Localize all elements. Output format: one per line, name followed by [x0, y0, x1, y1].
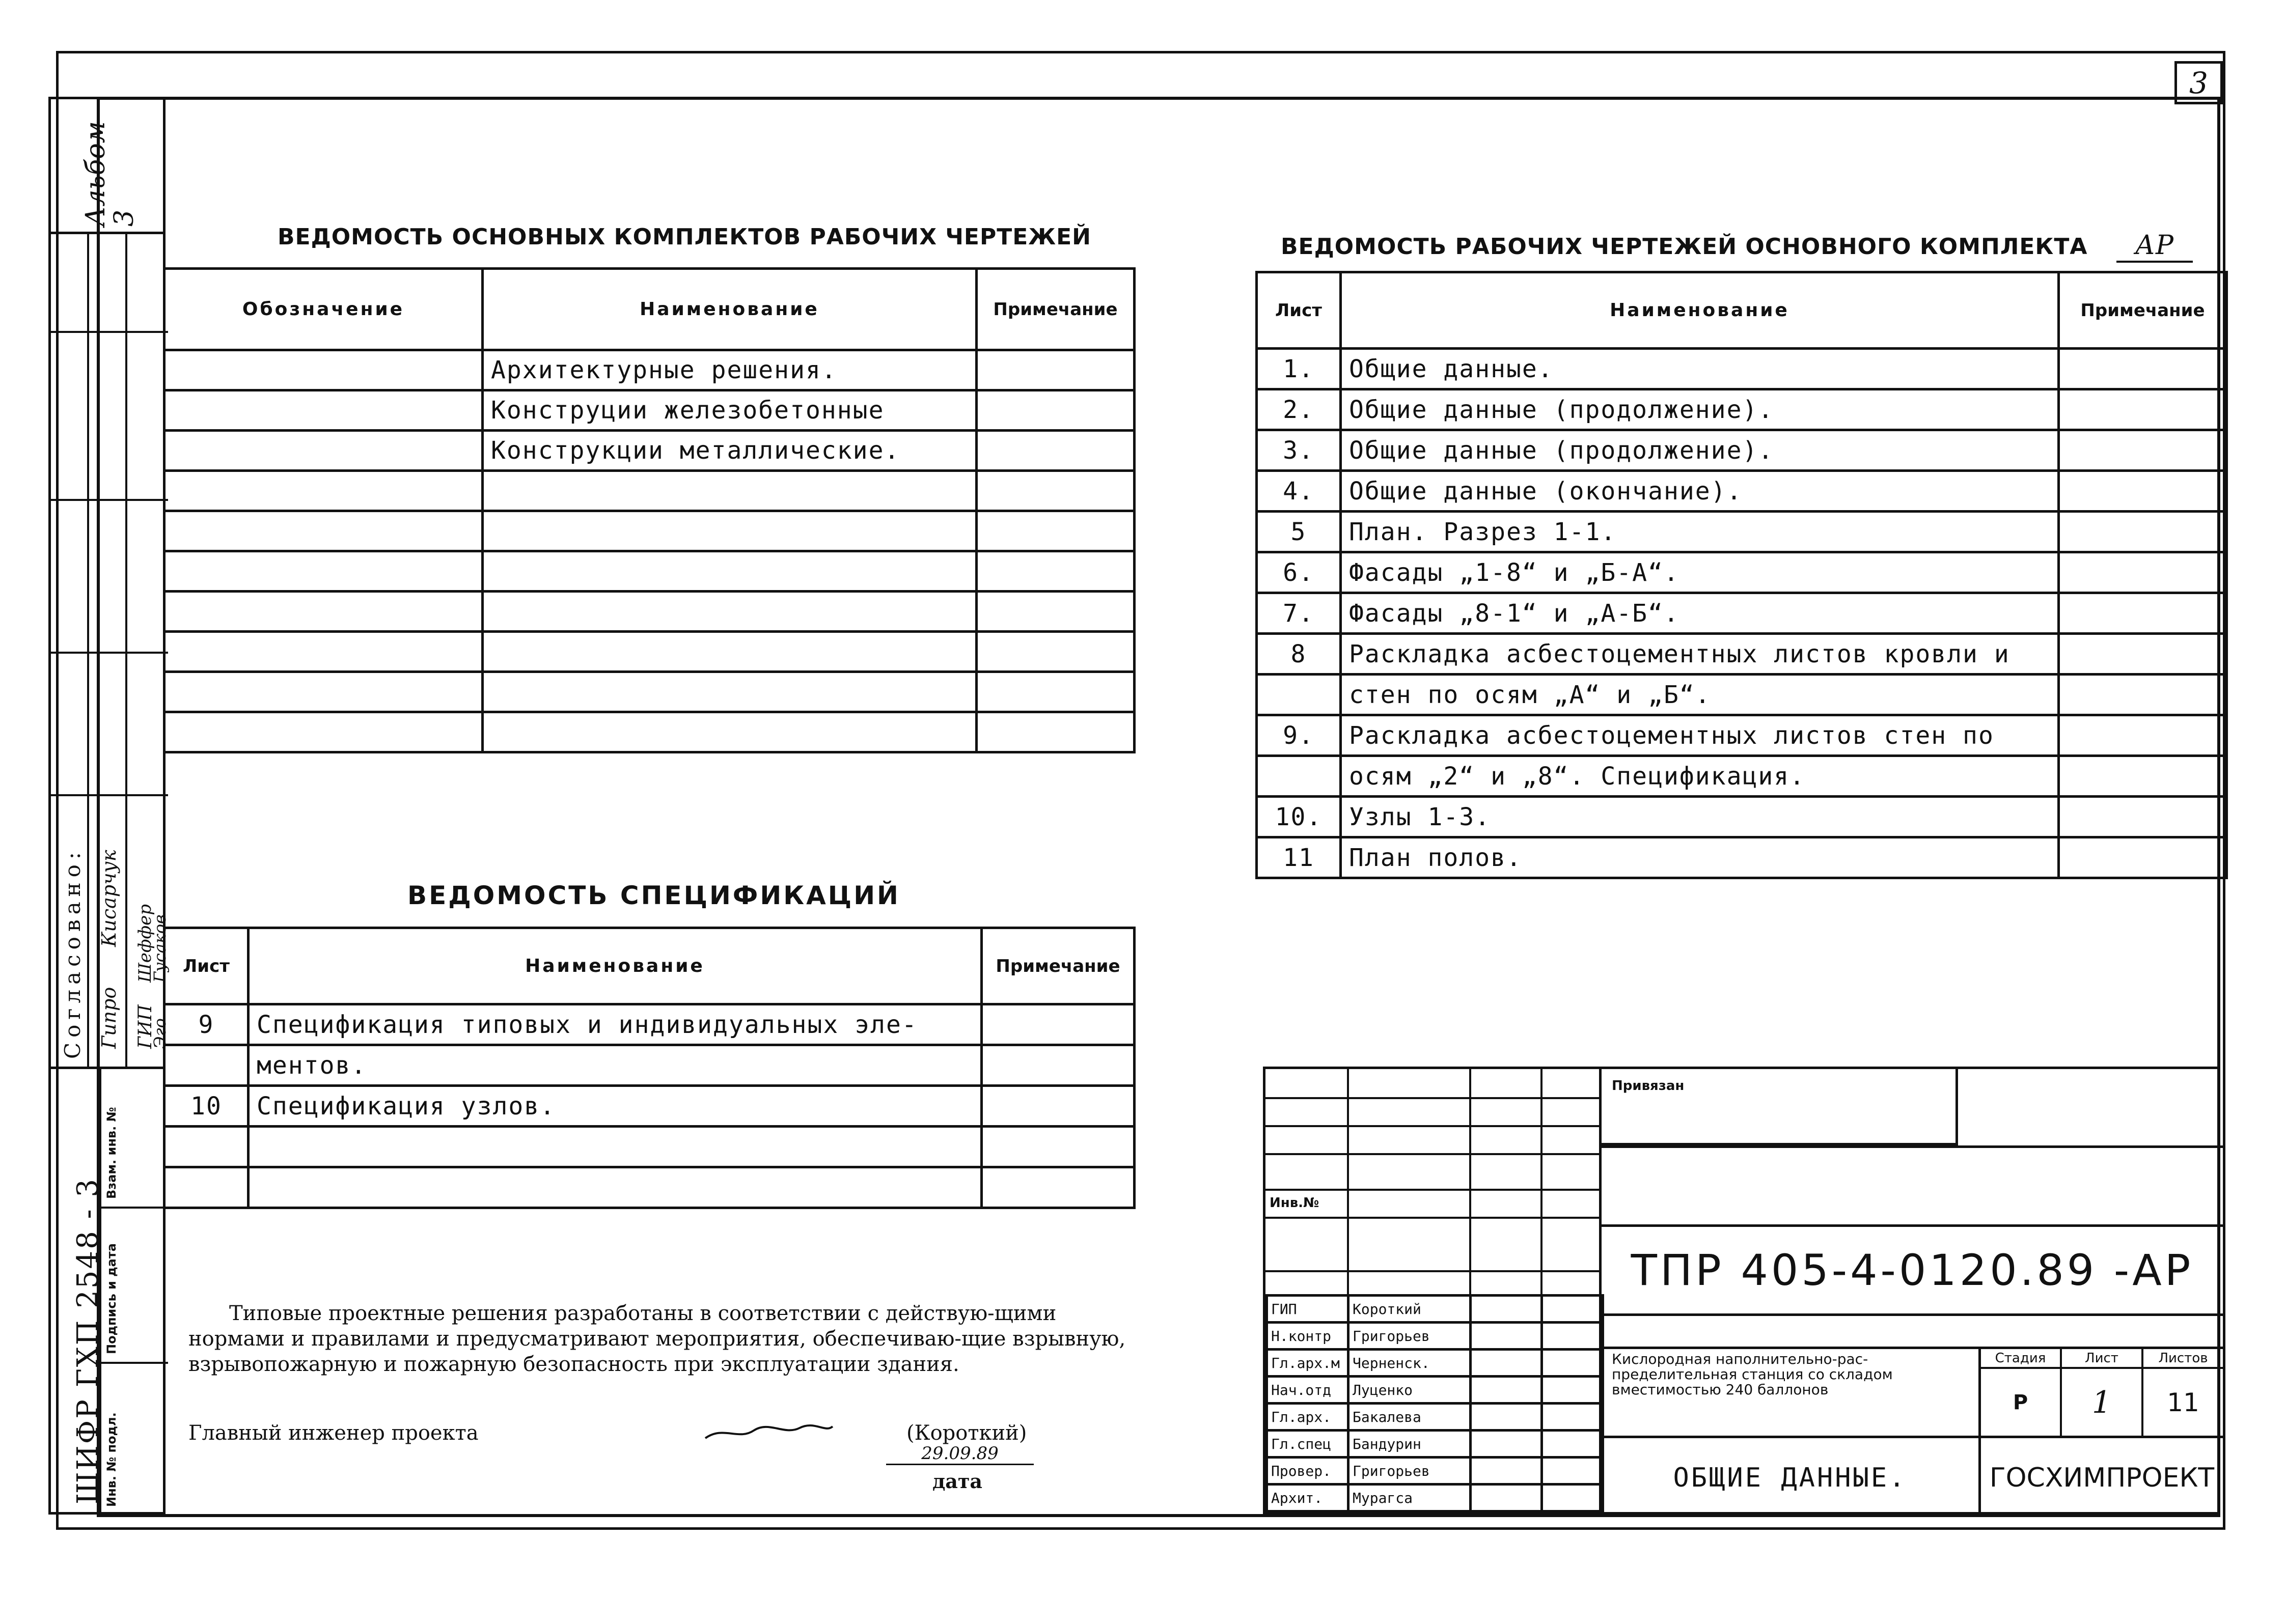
table-cell [249, 1127, 982, 1167]
table-row [1257, 715, 2227, 756]
agreed-rule [51, 652, 168, 654]
specs-table [163, 927, 1136, 1209]
table-cell: ментов. [249, 1045, 982, 1086]
table-cell: План полов. [1341, 837, 2059, 878]
table-row [164, 1045, 1135, 1086]
agreed-name-2: Шеффер [135, 904, 155, 983]
inv-rule [99, 1207, 168, 1209]
signatory-name: Бакалева [1348, 1404, 1471, 1431]
col-header: Примечание [977, 269, 1135, 350]
table-cell [2059, 349, 2227, 389]
sheet-title: ОБЩИЕ ДАННЫЕ. [1673, 1462, 1907, 1493]
table-row [164, 1127, 1135, 1167]
signatory-name: Короткий [1348, 1296, 1471, 1323]
table-cell [1257, 675, 1341, 715]
chief-signature [703, 1420, 835, 1446]
signatory-blank [1542, 1458, 1603, 1485]
table-cell [982, 1167, 1135, 1208]
table-cell [977, 390, 1135, 431]
agreed-org-1: Гипро [98, 987, 120, 1049]
note-text: Типовые проектные решения разработаны в соответствии с действую-щими нормами и правилами и предусматривают мероприятия, обеспечиваю-щие взрывную, взрывопожарную и пожарную безопасность при эксплуатации здания. [188, 1302, 1126, 1376]
main-sets-heading: ВЕДОМОСТЬ ОСНОВНЫХ КОМПЛЕКТОВ РАБОЧИХ ЧЕРТЕЖЕЙ [278, 224, 1092, 250]
agreed-title: Согласовано: [60, 847, 85, 1059]
table-row [164, 712, 1135, 752]
main-sets-table [163, 267, 1136, 753]
chief-label: Главный инженер проекта [188, 1421, 479, 1445]
privyazan-label: Привязан [1612, 1078, 1685, 1094]
table-row [1257, 389, 2227, 430]
table-cell [977, 431, 1135, 471]
col-header: Лист [1257, 272, 1341, 349]
drawings-heading-text: ВЕДОМОСТЬ РАБОЧИХ ЧЕРТЕЖЕЙ ОСНОВНОГО КОМПЛЕКТА [1281, 234, 2088, 260]
table-row [164, 431, 1135, 471]
specs-heading: ВЕДОМОСТЬ СПЕЦИФИКАЦИЙ [407, 881, 900, 910]
table-row [1257, 797, 2227, 837]
signatory-row [1267, 1296, 1603, 1323]
signatory-blank [1471, 1377, 1542, 1404]
table-cell: 8 [1257, 634, 1341, 675]
col-header: Примечание [2059, 272, 2227, 349]
table-cell: 1. [1257, 349, 1341, 389]
table-row [1257, 349, 2227, 389]
signatory-blank [1471, 1296, 1542, 1323]
col-header: Лист [164, 928, 249, 1004]
table-row [164, 632, 1135, 672]
table-cell: осям „2“ и „8“. Спецификация. [1341, 756, 2059, 797]
table-row [164, 1004, 1135, 1045]
table-cell [982, 1127, 1135, 1167]
table-cell [164, 390, 483, 431]
signatory-blank [1471, 1323, 1542, 1350]
table-cell [2059, 837, 2227, 878]
table-cell: Спецификация типовых и индивидуальных эле- [249, 1004, 982, 1045]
table-row [164, 1086, 1135, 1127]
signatory-row [1267, 1485, 1603, 1511]
side-stamp [48, 97, 170, 1515]
table-row [1257, 756, 2227, 797]
table-cell: 11 [1257, 837, 1341, 878]
signatory-role: ГИП [1267, 1296, 1348, 1323]
table-cell [977, 511, 1135, 551]
stage-value: Р [2013, 1391, 2028, 1414]
col-header: Наименование [249, 928, 982, 1004]
signatory-role: Н.контр [1267, 1323, 1348, 1350]
table-cell [2059, 552, 2227, 593]
table-cell [164, 471, 483, 511]
signatory-row [1267, 1350, 1603, 1377]
agreed-org-2: ГИП [135, 1004, 156, 1049]
signatory-role: Нач.отд [1267, 1377, 1348, 1404]
date-label: дата [932, 1470, 983, 1493]
signatory-name: Мурагса [1348, 1485, 1471, 1511]
table-cell [164, 1167, 249, 1208]
table-cell: Раскладка асбестоцементных листов кровли и [1341, 634, 2059, 675]
album-label: Альбом 3 [80, 121, 140, 227]
table-cell [2059, 756, 2227, 797]
sheet-label: Лист [2085, 1350, 2118, 1366]
table-row [1257, 471, 2227, 512]
agreed-org-3: Эго [150, 1018, 170, 1049]
signatory-blank [1542, 1323, 1603, 1350]
title-block [1263, 1067, 2220, 1515]
table-cell [2059, 430, 2227, 471]
table-row [1257, 430, 2227, 471]
inv-label: Инв. № подл. [104, 1412, 119, 1507]
signatory-blank [1542, 1431, 1603, 1458]
signatory-name: Григорьев [1348, 1458, 1471, 1485]
col-header: Обозначение [164, 269, 483, 350]
table-row [1257, 634, 2227, 675]
table-cell: Фасады „1-8“ и „Б-А“. [1341, 552, 2059, 593]
drawings-table [1255, 271, 2228, 879]
signatory-blank [1471, 1431, 1542, 1458]
table-cell [982, 1004, 1135, 1045]
inv-rule [99, 1362, 168, 1364]
signatory-blank [1542, 1404, 1603, 1431]
table-cell [164, 1045, 249, 1086]
table-cell: Фасады „8-1“ и „А-Б“. [1341, 593, 2059, 634]
table-cell [2059, 593, 2227, 634]
table-cell: Раскладка асбестоцементных листов стен по [1341, 715, 2059, 756]
table-cell [2059, 634, 2227, 675]
table-row [164, 551, 1135, 592]
signatory-name: Григорьев [1348, 1323, 1471, 1350]
table-row [1257, 593, 2227, 634]
col-header: Примечание [982, 928, 1135, 1004]
table-cell: Общие данные (продолжение). [1341, 389, 2059, 430]
table-cell [2059, 797, 2227, 837]
signatory-blank [1471, 1404, 1542, 1431]
table-cell: 10. [1257, 797, 1341, 837]
table-cell [164, 592, 483, 632]
organization: ГОСХИМПРОЕКТ [1989, 1462, 2215, 1493]
agreed-name-1: Кисарчук [98, 850, 120, 947]
table-cell [2059, 471, 2227, 512]
inventory-box [48, 1069, 166, 1515]
table-row [164, 390, 1135, 431]
table-cell [2059, 675, 2227, 715]
col-header: Наименование [483, 269, 977, 350]
col-header: Наименование [1341, 272, 2059, 349]
signatory-blank [1471, 1485, 1542, 1511]
drawings-heading [1281, 230, 2193, 263]
table-cell: Общие данные. [1341, 349, 2059, 389]
table-cell: 5 [1257, 512, 1341, 552]
table-cell [982, 1045, 1135, 1086]
table-row [1257, 552, 2227, 593]
table-cell [483, 632, 977, 672]
agreed-rule [51, 794, 168, 796]
table-row [164, 1167, 1135, 1208]
inv-no-label: Инв.№ [1270, 1195, 1319, 1211]
signatory-row [1267, 1458, 1603, 1485]
signatory-name: Луценко [1348, 1377, 1471, 1404]
table-row [164, 471, 1135, 511]
table-cell [977, 350, 1135, 390]
table-cell [164, 551, 483, 592]
signatory-row [1267, 1404, 1603, 1431]
signatory-row [1267, 1431, 1603, 1458]
table-cell [2059, 715, 2227, 756]
sheet-number: 3 [2174, 61, 2223, 104]
table-cell [483, 592, 977, 632]
signatory-blank [1471, 1350, 1542, 1377]
signatory-role: Архит. [1267, 1485, 1348, 1511]
table-row [1257, 675, 2227, 715]
signatory-row [1267, 1377, 1603, 1404]
vzam-label: Взам. инв. № [104, 1107, 119, 1199]
podp-label: Подпись и дата [104, 1243, 119, 1354]
signatory-role: Гл.арх.м [1267, 1350, 1348, 1377]
table-cell: Общие данные (продолжение). [1341, 430, 2059, 471]
album-box [48, 97, 166, 234]
table-cell: 3. [1257, 430, 1341, 471]
signatory-role: Гл.арх. [1267, 1404, 1348, 1431]
table-cell [483, 672, 977, 712]
table-cell [977, 712, 1135, 752]
privyazan-cell [1602, 1069, 1958, 1145]
table-cell [2059, 512, 2227, 552]
table-cell: Узлы 1-3. [1341, 797, 2059, 837]
table-cell: 9. [1257, 715, 1341, 756]
table-cell: 4. [1257, 471, 1341, 512]
table-cell [977, 551, 1135, 592]
agreed-rule [51, 499, 168, 501]
table-cell [977, 471, 1135, 511]
table-row [1257, 512, 2227, 552]
sheets-label: Листов [2158, 1350, 2208, 1366]
drawings-set-code: АР [2116, 230, 2193, 263]
agreed-box [48, 234, 170, 1069]
signatory-role: Провер. [1267, 1458, 1348, 1485]
sheet-value: 1 [2091, 1385, 2112, 1420]
signatory-role: Гл.спец [1267, 1431, 1348, 1458]
chief-name: (Короткий) [906, 1421, 1027, 1445]
table-cell: 7. [1257, 593, 1341, 634]
cipher-text: ШИФР ГХП 2548 - 3 [71, 1178, 104, 1504]
table-cell [483, 551, 977, 592]
stage-label: Стадия [1995, 1350, 2046, 1366]
table-cell [164, 712, 483, 752]
signatory-name: Черненск. [1348, 1350, 1471, 1377]
table-cell: 9 [164, 1004, 249, 1045]
signatory-blank [1542, 1350, 1603, 1377]
table-cell [164, 511, 483, 551]
table-cell: Общие данные (окончание). [1341, 471, 2059, 512]
table-cell [249, 1167, 982, 1208]
signatory-row [1267, 1323, 1603, 1350]
agreed-rule [51, 331, 168, 333]
signatory-blank [1542, 1296, 1603, 1323]
signatory-blank [1542, 1485, 1603, 1511]
table-cell [483, 511, 977, 551]
table-cell: Конструкции металлические. [483, 431, 977, 471]
sheets-value: 11 [2167, 1388, 2199, 1417]
table-cell: 6. [1257, 552, 1341, 593]
table-cell: 2. [1257, 389, 1341, 430]
table-cell [164, 350, 483, 390]
table-row [164, 592, 1135, 632]
signatory-blank [1471, 1458, 1542, 1485]
table-row [164, 672, 1135, 712]
table-cell: Архитектурные решения. [483, 350, 977, 390]
table-cell [483, 712, 977, 752]
table-cell [1257, 756, 1341, 797]
table-cell [483, 471, 977, 511]
signature-scribble [703, 1420, 835, 1446]
table-cell: Конструции железобетонные [483, 390, 977, 431]
table-row [1257, 837, 2227, 878]
document-code: ТПР 405-4-0120.89 -АР [1631, 1245, 2194, 1295]
object-name: Кислородная наполнительно-рас-пределительная станция со складом вместимостью 240 баллонов [1612, 1351, 1893, 1398]
table-cell [164, 632, 483, 672]
table-row [164, 511, 1135, 551]
table-cell: 10 [164, 1086, 249, 1127]
table-cell: План. Разрез 1-1. [1341, 512, 2059, 552]
table-row [164, 350, 1135, 390]
signatory-blank [1542, 1377, 1603, 1404]
agreed-name-3: Гусаков [150, 914, 170, 983]
table-cell [977, 632, 1135, 672]
table-cell [982, 1086, 1135, 1127]
signatory-name: Бандурин [1348, 1431, 1471, 1458]
people-table [1265, 1294, 1604, 1513]
table-cell [164, 1127, 249, 1167]
table-cell: стен по осям „А“ и „Б“. [1341, 675, 2059, 715]
table-cell [164, 672, 483, 712]
table-cell: Спецификация узлов. [249, 1086, 982, 1127]
table-cell [2059, 389, 2227, 430]
table-cell [164, 431, 483, 471]
table-cell [977, 672, 1135, 712]
chief-date: 29.09.89 [886, 1443, 1034, 1465]
table-cell [977, 592, 1135, 632]
